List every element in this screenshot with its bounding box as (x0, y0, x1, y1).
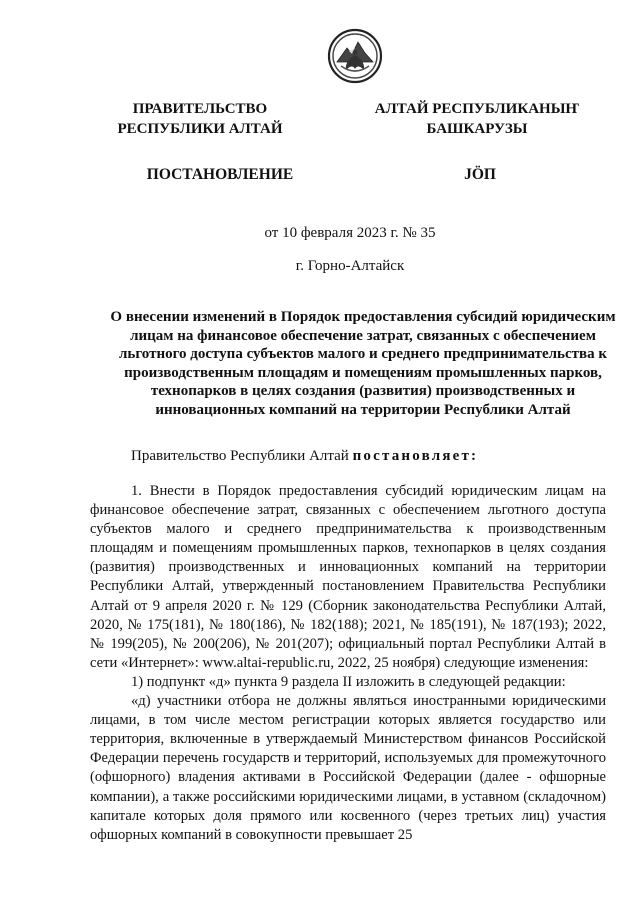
decree-verb: постановляет: (352, 448, 479, 464)
government-name-ru-line2: РЕСПУБЛИКИ АЛТАЙ (117, 121, 283, 137)
altai-republic-emblem-icon (327, 28, 383, 84)
document-date-number: от 10 февраля 2023 г. № 35 (264, 225, 436, 241)
government-name-alt-line1: АЛТАЙ РЕСПУБЛИКАНЫҤ (374, 101, 580, 117)
body-paragraph-3: «д) участники отбора не должны являться иностранными юридическими лицами, в том числе местом регистрации которых является государство или территория, включенные в утверждаемый Министерством финансов Российской Федерации перечень государств и территорий, используемых для промежуточного (офшорного) владения активами в Российской Федерации (далее - офшорные компании), а также российскими юридическими лицами, в уставном (складочном) капитале которых доля прямого или косвенного (через третьих лиц) участия офшорных компаний в совокупности превышает 25 (90, 693, 606, 843)
document-city: г. Горно-Алтайск (295, 258, 405, 274)
document-body (90, 482, 606, 845)
government-name-alt (372, 99, 582, 139)
decree-line (131, 448, 478, 465)
government-name-alt-line2: БАШКАРУЗЫ (426, 121, 528, 137)
body-paragraph-2: 1) подпункт «д» пункта 9 раздела II изложить в следующей редакции: (131, 673, 566, 690)
decree-subject: Правительство Республики Алтай (131, 448, 353, 464)
document-subject: О внесении изменений в Порядок предоставления субсидий юридическим лицам на финансовое обеспечение затрат, связанных с обеспечением льготного доступа субъектов малого и среднего предпринимательства к производственным площадям и помещениям промышленных парков, технопарков в целях создания (развития) производственных и инновационных компаний на территории Республики Алтай (110, 309, 616, 418)
document-type-alt: JӦП (464, 166, 496, 183)
government-name-ru-line1: ПРАВИТЕЛЬСТВО (132, 101, 268, 117)
body-paragraph-1: 1. Внести в Порядок предоставления субсидий юридическим лицам на финансовое обеспечение затрат, связанных с обеспечением льготного доступа субъектов малого и среднего предпринимательства к производственным площадям и помещениям промышленных парков, технопарков в целях создания (развития) производственных и инновационных компаний на территории Республики Алтай, утвержденный постановлением Правительства Республики Алтай от 9 апреля 2020 г. № 129 (Сборник законодательства Республики Алтай, 2020, № 175(181), № 180(186), № 182(188); 2021, № 185(191), № 187(193); 2022, № 199(205), № 200(206), № 201(207); официальный портал Республики Алтай в сети «Интернет»: www.altai-republic.ru, 2022, 25 ноября) следующие изменения: (90, 483, 606, 671)
government-name-ru (100, 99, 300, 139)
document-type-ru: ПОСТАНОВЛЕНИЕ (146, 166, 294, 183)
